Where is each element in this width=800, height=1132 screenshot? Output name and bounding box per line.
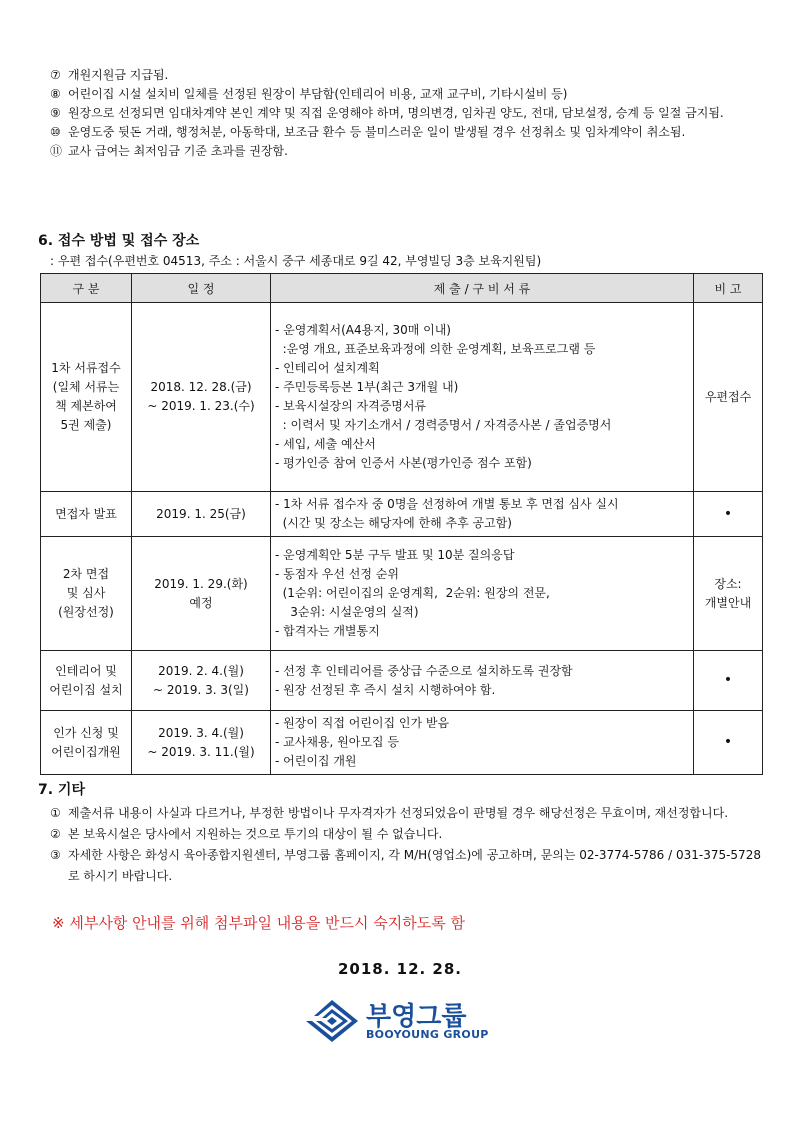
schedule-cell-line: 2019. 1. 29.(화) xyxy=(154,576,248,591)
schedule-cell-line: ~ 2019. 3. 3(일) xyxy=(153,682,249,697)
category-cell xyxy=(41,537,132,651)
logo-korean-text: 부영그룹 xyxy=(366,1002,467,1032)
documents-cell-line: : 이력서 및 자기소개서 / 경력증명서 / 자격증사본 / 졸업증명서 xyxy=(275,418,612,432)
item-text: 어린이집 시설 설치비 일체를 선정된 원장이 부담함(인테리어 비용, 교재 교구비, 기타시설비 등) xyxy=(68,87,568,101)
list-item xyxy=(50,824,765,845)
documents-cell-line: - 교사채용, 원아모집 등 xyxy=(275,735,399,749)
category-cell-line: (원장선정) xyxy=(58,605,114,619)
item-text: 운영도중 뒷돈 거래, 행정처분, 아동학대, 보조금 환수 등 불미스러운 일이 발생될 경우 선정취소 및 임차계약이 취소됨. xyxy=(68,125,686,139)
schedule-table xyxy=(40,273,763,775)
item-text: 제출서류 내용이 사실과 다르거나, 부정한 방법이나 무자격자가 선정되었음이 판명될 경우 해당선정은 무효이며, 재선정합니다. xyxy=(68,806,729,820)
header-category: 구 분 xyxy=(41,274,132,303)
list-item xyxy=(50,66,760,85)
item-text: 개원지원금 지급됨. xyxy=(68,68,169,82)
documents-cell-line: 3순위: 시설운영의 실적) xyxy=(275,605,419,619)
table-row xyxy=(41,711,763,775)
note-cell-line: 장소: xyxy=(714,576,742,591)
schedule-cell-line: ~ 2019. 3. 11.(월) xyxy=(147,744,255,759)
documents-cell-line: - 원장이 직접 어린이집 인가 받음 xyxy=(275,716,450,730)
documents-cell-line: - 평가인증 참여 인증서 사본(평가인증 점수 포함) xyxy=(275,456,532,470)
category-cell-line: 책 제본하여 xyxy=(55,399,117,413)
category-cell xyxy=(41,651,132,711)
item-text: 본 보육시설은 당사에서 지원하는 것으로 투기의 대상이 될 수 없습니다. xyxy=(68,827,443,841)
schedule-cell-line: 2018. 12. 28.(금) xyxy=(150,380,252,394)
category-cell-line: 인테리어 및 xyxy=(55,663,117,678)
documents-cell xyxy=(271,303,694,492)
documents-cell xyxy=(271,711,694,775)
note-cell xyxy=(694,651,763,711)
category-cell-line: 및 심사 xyxy=(66,586,106,600)
item-number: ⑧ xyxy=(50,87,61,101)
note-cell xyxy=(694,492,763,537)
documents-cell xyxy=(271,492,694,537)
list-item xyxy=(50,123,760,142)
documents-cell xyxy=(271,537,694,651)
list-item xyxy=(50,803,765,824)
schedule-cell xyxy=(132,492,271,537)
list-item xyxy=(50,85,760,104)
schedule-cell-line: 2019. 2. 4.(월) xyxy=(158,663,244,678)
header-schedule: 일 정 xyxy=(132,274,271,303)
schedule-cell-line: 예정 xyxy=(189,595,213,610)
other-list xyxy=(50,803,765,887)
documents-cell-line: - 운영계획안 5분 구두 발표 및 10분 질의응답 xyxy=(275,548,515,562)
documents-cell-line: - 운영계획서(A4용지, 30매 이내) xyxy=(275,323,451,337)
documents-cell-line: (시간 및 장소는 해당자에 한해 추후 공고함) xyxy=(275,516,512,530)
table-body xyxy=(41,303,763,775)
list-item xyxy=(50,845,765,887)
list-item xyxy=(50,142,760,161)
documents-cell-line: - 세입, 세출 예산서 xyxy=(275,437,376,451)
item-text: 원장으로 선정되면 임대차계약 본인 계약 및 직접 운영해야 하며, 명의변경, 임차권 양도, 전대, 담보설정, 승계 등 일절 금지됨. xyxy=(68,106,724,120)
category-cell-line: 어린이집 설치 xyxy=(49,682,123,697)
documents-cell-line: - 보육시설장의 자격증명서류 xyxy=(275,399,427,413)
item-number: ⑨ xyxy=(50,106,61,120)
notice-text: ※ 세부사항 안내를 위해 첨부파일 내용을 반드시 숙지하도록 함 xyxy=(52,914,465,932)
documents-cell-line: - 주민등록등본 1부(최근 3개월 내) xyxy=(275,380,459,394)
schedule-cell-line: ~ 2019. 1. 23.(수) xyxy=(147,399,255,413)
item-number: ⑩ xyxy=(50,125,61,139)
category-cell-line: (일체 서류는 xyxy=(52,380,120,394)
category-cell xyxy=(41,492,132,537)
note-cell-line: • xyxy=(723,505,733,522)
documents-cell-line: - 선정 후 인테리어를 중상급 수준으로 설치하도록 권장함 xyxy=(275,663,573,678)
table-row xyxy=(41,492,763,537)
category-cell-line: 1차 서류접수 xyxy=(51,361,121,375)
documents-cell-line: :운영 개요, 표준보육과정에 의한 운영계획, 보육프로그램 등 xyxy=(275,342,596,356)
schedule-cell xyxy=(132,651,271,711)
document-date: 2018. 12. 28. xyxy=(337,960,463,978)
table-row xyxy=(41,303,763,492)
category-cell xyxy=(41,711,132,775)
category-cell-line: 어린이집개원 xyxy=(51,744,121,759)
documents-cell xyxy=(271,651,694,711)
table-row xyxy=(41,651,763,711)
header-documents: 제 출 / 구 비 서 류 xyxy=(271,274,694,303)
note-cell xyxy=(694,537,763,651)
table-header-row xyxy=(41,274,763,303)
item-text: 자세한 사항은 화성시 육아종합지원센터, 부영그룹 홈페이지, 각 M/H(영업소)에 공고하며, 문의는 02-3774-5786 / 031-375-5728로 하시기 바랍니다. xyxy=(68,848,761,883)
category-cell-line: 면접자 발표 xyxy=(55,506,117,521)
company-logo xyxy=(304,998,504,1044)
list-item xyxy=(50,104,760,123)
schedule-cell xyxy=(132,537,271,651)
note-cell-line: • xyxy=(723,734,733,750)
documents-cell-line: - 1차 서류 접수자 중 0명을 선정하여 개별 통보 후 면접 심사 실시 xyxy=(275,497,619,511)
documents-cell-line: - 원장 선정된 후 즉시 설치 시행하여야 함. xyxy=(275,682,496,697)
schedule-cell xyxy=(132,303,271,492)
section-6-title: 6. 접수 방법 및 접수 장소 xyxy=(38,233,200,249)
category-cell-line: 2차 면접 xyxy=(62,567,110,581)
category-cell-line: 5권 제출) xyxy=(60,418,112,432)
note-cell xyxy=(694,303,763,492)
header-note: 비 고 xyxy=(694,274,763,303)
table-row xyxy=(41,537,763,651)
schedule-cell-line: 2019. 1. 25(금) xyxy=(156,506,246,521)
schedule-cell xyxy=(132,711,271,775)
schedule-cell-line: 2019. 3. 4.(월) xyxy=(158,725,244,740)
item-number: ① xyxy=(50,806,61,820)
documents-cell-line: - 어린이집 개원 xyxy=(275,754,357,768)
item-number: ⑪ xyxy=(50,144,63,158)
documents-cell-line: (1순위: 어린이집의 운영계획, 2순위: 원장의 전문, xyxy=(275,586,550,600)
note-cell-line: 우편접수 xyxy=(704,389,752,404)
note-cell-line: • xyxy=(723,672,733,688)
category-cell-line: 인가 신청 및 xyxy=(53,725,119,740)
item-number: ⑦ xyxy=(50,68,61,82)
logo-english-text: BOOYOUNG GROUP xyxy=(366,1028,489,1041)
item-text: 교사 급여는 최저임금 기준 초과를 권장함. xyxy=(68,144,288,158)
documents-cell-line: - 합격자는 개별통지 xyxy=(275,624,380,638)
category-cell xyxy=(41,303,132,492)
documents-cell-line: - 동점자 우선 선정 순위 xyxy=(275,567,399,581)
item-number: ③ xyxy=(50,848,61,862)
note-cell xyxy=(694,711,763,775)
section-7-title: 7. 기타 xyxy=(38,782,85,798)
note-cell-line: 개별안내 xyxy=(704,595,752,610)
item-number: ② xyxy=(50,827,61,841)
documents-cell-line: - 인테리어 설치계획 xyxy=(275,361,380,375)
booyoung-emblem-icon xyxy=(304,998,360,1044)
conditions-list xyxy=(50,66,760,161)
submission-address: : 우편 접수(우편번호 04513, 주소 : 서울시 중구 세종대로 9길 42, 부영빌딩 3층 보육지원팀) xyxy=(50,254,542,268)
